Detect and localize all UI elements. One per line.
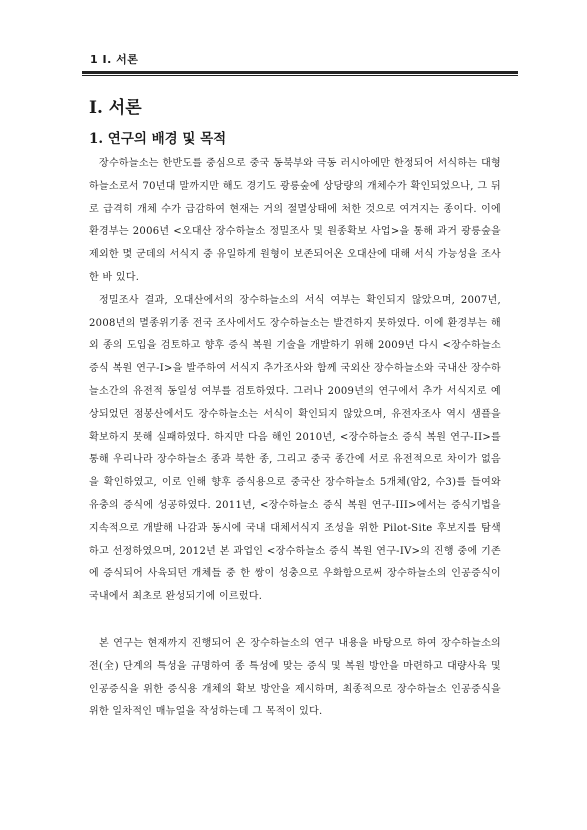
chapter-title: Ⅰ. 서론 bbox=[89, 98, 142, 118]
header-rule-thick bbox=[82, 71, 518, 74]
section-title: 1. 연구의 배경 및 목적 bbox=[89, 131, 227, 147]
running-head: 1 Ⅰ. 서론 bbox=[90, 53, 139, 66]
paragraph-purpose: 본 연구는 현재까지 진행되어 온 장수하늘소의 연구 내용을 바탕으로 하여 장수하늘소의 전(全) 단계의 특성을 규명하여 종 특성에 맞는 증식 및 복원 방안을 마련하고 대량사육 및 인공증식을 위한 증식용 개체의 확보 방안을 제시하며, 최종적으로 장수하늘소 인공증식을 위한 일차적인 매뉴얼을 작성하는데 그 목적이 있다. bbox=[89, 637, 501, 718]
paragraph-background: 장수하늘소는 한반도를 중심으로 중국 동북부와 극동 러시아에만 한정되어 서식하는 대형하늘소로서 70년대 말까지만 해도 경기도 광릉숲에 상당량의 개체수가 확인되었으나, 그 뒤로 급격히 개체 수가 급감하여 현재는 거의 절멸상태에 처한 것으로 여겨지는 종이다. 이에 환경부는 2006년 <오대산 장수하늘소 정밀조사 및 원종확보 사업>을 통해 과거 광릉숲을 제외한 몇 군데의 서식지 중 유일하게 원형이 보존되어온 오대산에 대해 서식 가능성을 조사한 바 있다. bbox=[89, 158, 501, 283]
header-rule-thin bbox=[82, 75, 518, 76]
paragraph-research-history: 정밀조사 결과, 오대산에서의 장수하늘소의 서식 여부는 확인되지 않았으며, 2007년, 2008년의 멸종위기종 전국 조사에서도 장수하늘소는 발견하지 못하였다. 이에 환경부는 해외 종의 도입을 검토하고 향후 증식 복원 기술을 개발하기 위해 2009년 다시 <장수하늘소 증식 복원 연구-I>을 발주하여 서식지 추가조사와 함께 국외산 장수하늘소와 국내산 장수하늘소간의 유전적 동일성 여부를 검토하였다. 그러나 2009년의 연구에서 추가 서식지로 예상되었던 점봉산에서도 장수하늘소는 서식이 확인되지 않았으며, 유전자조사 역시 샘플을 확보하지 못해 실패하였다. 하지만 다음 해인 2010년, <장수하늘소 증식 복원 연구-II>를 통해 우리나라 장수하늘소 종과 북한 종, 그리고 중국 종간에 서로 유전적으로 차이가 없음을 확인하였고, 이로 인해 향후 증식용으로 중국산 장수하늘소 5개체(암2, 수3)를 들여와 유충의 증식에 성공하였다. 2011년, <장수하늘소 증식 복원 연구-III>에서는 증식기법을 지속적으로 개발해 나감과 동시에 국내 대체서식지 조성을 위한 Pilot-Site 후보지를 탐색하고 선정하였으며, 2012년 본 과업인 <장수하늘소 증식 복원 연구-IV>의 진행 중에 기존에 증식되어 사육되던 개체들 중 한 쌍이 성충으로 우화함으로써 장수하늘소의 인공증식이 국내에서 최초로 완성되기에 이르렀다. bbox=[89, 294, 501, 603]
body-text bbox=[89, 153, 501, 724]
